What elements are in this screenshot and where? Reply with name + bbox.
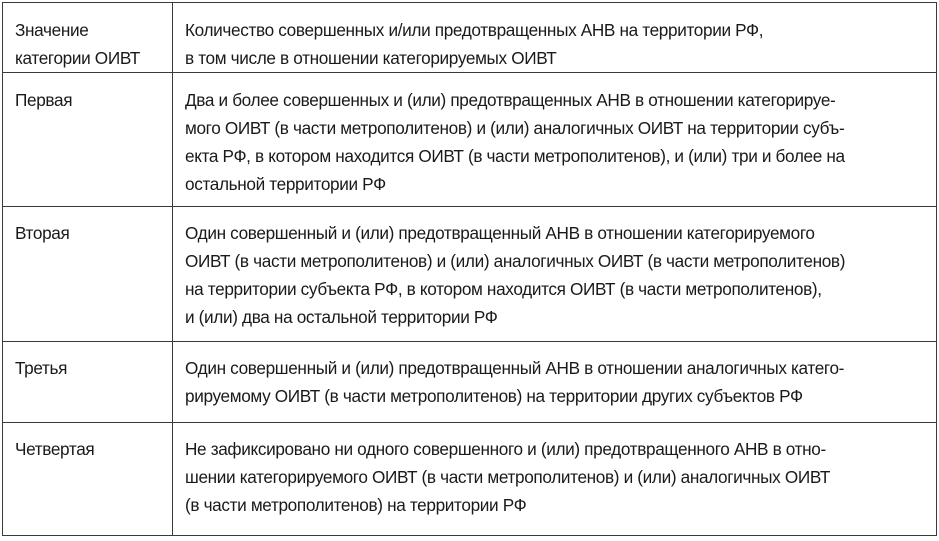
text-line: Один совершенный и (или) предотвращенный АНВ в отношении категорируемого [185,223,815,243]
category-cell [3,207,173,342]
text-line: категории ОИВТ [15,48,140,68]
text-line: шении категорируемого ОИВТ (в части метрополитенов) и (или) аналогичных ОИВТ [185,467,830,487]
text-line: Не зафиксировано ни одного совершенного и (или) предотвращенного АНВ в отно- [185,439,826,459]
category-value: Четвертая [15,439,95,459]
table-header-row [3,3,937,73]
text-line: мого ОИВТ (в части метрополитенов) и (или) аналогичных ОИВТ на территории субъ- [185,118,845,138]
text-line: (в части метрополитенов) на территории РФ [185,495,527,515]
table-row [3,73,937,207]
category-cell [3,342,173,423]
text-line: ОИВТ (в части метрополитенов) и (или) аналогичных ОИВТ (в части метрополитенов) [185,251,846,271]
table-row [3,423,937,536]
text-line: остальной территории РФ [185,174,386,194]
description-text [185,219,928,331]
description-cell [173,73,937,207]
text-line: екта РФ, в котором находится ОИВТ (в части метрополитенов), и (или) три и более на [185,146,845,166]
category-value: Первая [15,90,73,110]
table-row [3,207,937,342]
category-cell [3,73,173,207]
text-line: в том числе в отношении категорируемых ОИВТ [185,48,557,68]
text-line: Один совершенный и (или) предотвращенный АНВ в отношении аналогичных катего- [185,358,845,378]
description-text [185,435,928,519]
text-line: Значение [15,20,89,40]
description-cell [173,342,937,423]
text-line: Количество совершенных и/или предотвращенных АНВ на территории РФ, [185,20,764,40]
header-count-cell [173,3,937,73]
description-text [185,86,928,198]
category-value: Третья [15,358,68,378]
text-line: Два и более совершенных и (или) предотвращенных АНВ в отношении категорируе- [185,90,836,110]
category-table [2,2,937,536]
description-cell [173,207,937,342]
text-line: на территории субъекта РФ, в котором находится ОИВТ (в части метрополитенов), [185,279,822,299]
description-text [185,354,928,410]
text-line: рируемому ОИВТ (в части метрополитенов) на территории других субъектов РФ [185,386,803,406]
text-line: и (или) два на остальной территории РФ [185,307,498,327]
description-cell [173,423,937,536]
category-cell [3,423,173,536]
header-count-label [185,16,928,72]
table-row [3,342,937,423]
category-value: Вторая [15,223,70,243]
header-category-cell [3,3,173,73]
header-category-label [15,16,164,72]
